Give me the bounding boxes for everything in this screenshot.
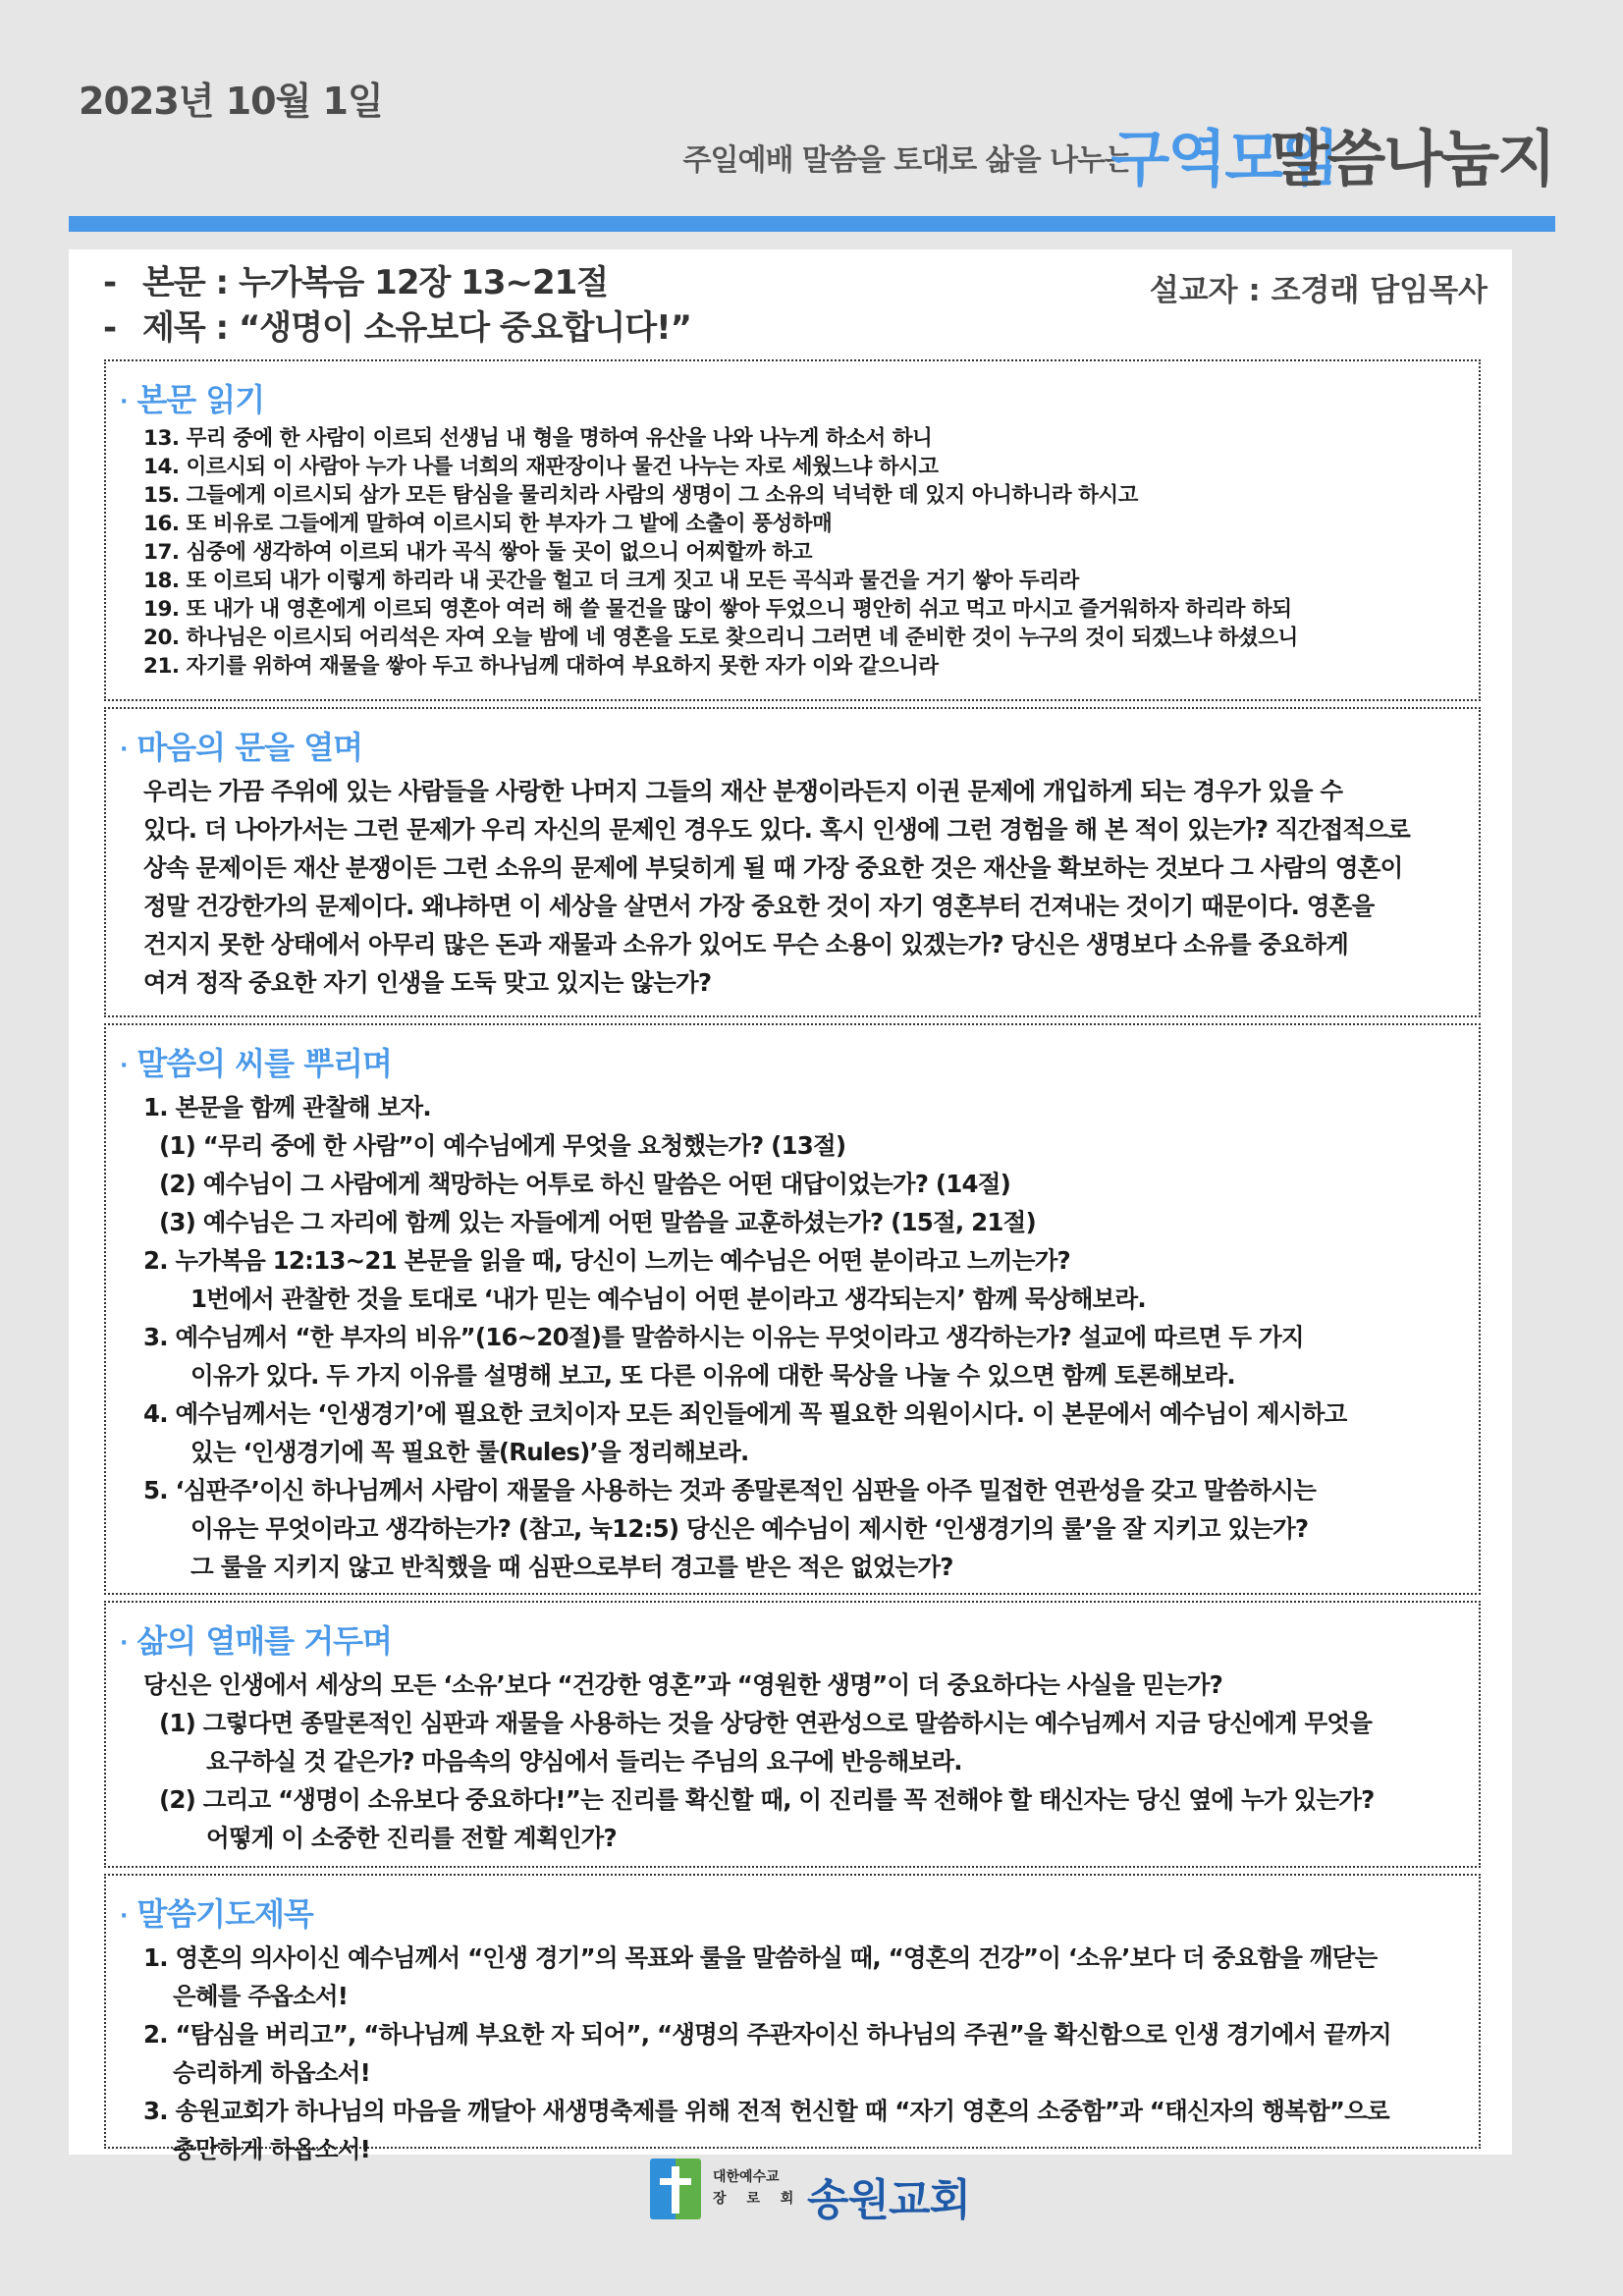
harvest-section-title: · 삶의 열매를 거두며: [120, 1622, 392, 1660]
sermon-title: 제목 : “생명이 소유보다 중요합니다!”: [142, 308, 691, 348]
verse-line: 16. 또 비유로 그들에게 말하여 이르시되 한 부자가 그 밭에 소출이 풍성하매: [143, 512, 833, 536]
verse-line: 19. 또 내가 내 영혼에게 이르되 영혼아 여러 해 쓸 물건을 많이 쌓아 두었으니 평안히 쉬고 먹고 마시고 즐거워하자 하리라 하되: [143, 597, 1292, 622]
question-line: 3. 예수님께서 “한 부자의 비유”(16~20절)를 말씀하시는 이유는 무엇이라고 생각하는가? 설교에 따르면 두 가지: [143, 1323, 1304, 1351]
question-line: (2) 예수님이 그 사람에게 책망하는 어투로 하신 말씀은 어떤 대답이었는가? (14절): [159, 1170, 1011, 1198]
header-subtitle: 주일예배 말씀을 토대로 삶을 나누는: [682, 143, 1132, 178]
question-line: 그 룰을 지키지 않고 반칙했을 때 심판으로부터 경고를 받은 적은 없었는가?: [190, 1553, 953, 1581]
church-name: 송원교회: [807, 2175, 971, 2225]
seed-section: [104, 1023, 1481, 1595]
header-title-blue: 구역모임: [1110, 123, 1338, 194]
verse-list: [120, 424, 1465, 681]
verse-line: 21. 자기를 위하여 재물을 쌓아 두고 하나님께 대하여 부요하지 못한 자가 이와 같으니라: [143, 654, 939, 679]
question-line: (3) 예수님은 그 자리에 함께 있는 자들에게 어떤 말씀을 교훈하셨는가? (15절, 21절): [159, 1208, 1036, 1236]
paragraph-line: 정말 건강한가의 문제이다. 왜냐하면 이 세상을 살면서 가장 중요한 것이 자기 영혼부터 건져내는 것이기 때문이다. 영혼을: [143, 892, 1375, 920]
question-line: 1. 본문을 함께 관찰해 보자.: [143, 1093, 431, 1121]
verse-line: 20. 하나님은 이르시되 어리석은 자여 오늘 밤에 네 영혼을 도로 찾으리니 그러면 네 준비한 것이 누구의 것이 되겠느냐 하셨으니: [143, 626, 1298, 650]
question-line: (1) “무리 중에 한 사람”이 예수님에게 무엇을 요청했는가? (13절): [159, 1131, 846, 1160]
prayer-line: 1. 영혼의 의사이신 예수님께서 “인생 경기”의 목표와 룰을 말씀하실 때, “영혼의 건강”이 ‘소유’보다 더 중요함을 깨닫는: [143, 1943, 1378, 1972]
verse-line: 13. 무리 중에 한 사람이 이르되 선생님 내 형을 명하여 유산을 나와 나누게 하소서 하니: [143, 426, 933, 451]
seed-section-title: · 말씀의 씨를 뿌리며: [120, 1045, 392, 1082]
verse-line: 17. 심중에 생각하여 이르되 내가 곡식 쌓아 둘 곳이 없으니 어찌할까 하고: [143, 540, 812, 565]
reading-section: [104, 359, 1481, 701]
question-line: 1번에서 관찰한 것을 토대로 ‘내가 믿는 예수님이 어떤 분이라고 생각되는지’ 함께 묵상해보라.: [190, 1285, 1146, 1313]
paragraph-line: 있다. 더 나아가서는 그런 문제가 우리 자신의 문제인 경우도 있다. 혹시 인생에 그런 경험을 해 본 적이 있는가? 직간접적으로: [143, 815, 1411, 844]
verse-line: 18. 또 이르되 내가 이렇게 하리라 내 곳간을 헐고 더 크게 짓고 내 모든 곡식과 물건을 거기 쌓아 두리라: [143, 569, 1079, 593]
opening-section-title: · 마음의 문을 열며: [120, 729, 363, 766]
question-line: 4. 예수님께서는 ‘인생경기’에 필요한 코치이자 모든 죄인들에게 꼭 필요한 의원이시다. 이 본문에서 예수님이 제시하고: [143, 1399, 1347, 1428]
denomination-label: 대한예수교 장 로 회: [713, 2169, 802, 2207]
cross-icon: [650, 2159, 701, 2219]
scripture-line: - 본문 : 누가복음 12장 13~21절: [103, 263, 609, 302]
paragraph-line: 우리는 가끔 주위에 있는 사람들을 사랑한 나머지 그들의 재산 분쟁이라든지 이권 문제에 개입하게 되는 경우가 있을 수: [143, 777, 1343, 805]
prayer-section-title: · 말씀기도제목: [120, 1895, 313, 1933]
reading-section-title: · 본문 읽기: [120, 381, 265, 418]
question-line: 2. 누가복음 12:13~21 본문을 읽을 때, 당신이 느끼는 예수님은 어떤 분이라고 느끼는가?: [143, 1246, 1070, 1275]
verse-line: 15. 그들에게 이르시되 삼가 모든 탐심을 물리치라 사람의 생명이 그 소유의 넉넉한 데 있지 아니하니라 하시고: [143, 483, 1138, 508]
paragraph-line: 건지지 못한 상태에서 아무리 많은 돈과 재물과 소유가 있어도 무슨 소용이 있겠는가? 당신은 생명보다 소유를 중요하게: [143, 930, 1348, 958]
question-line: 이유가 있다. 두 가지 이유를 설명해 보고, 또 다른 이유에 대한 묵상을 나눌 수 있으면 함께 토론해보라.: [190, 1361, 1235, 1390]
prayer-list: [120, 1939, 1465, 2168]
application-line: 당신은 인생에서 세상의 모든 ‘소유’보다 “건강한 영혼”과 “영원한 생명”이 더 중요하다는 사실을 믿는가?: [143, 1670, 1223, 1699]
prayer-line: 승리하게 하옵소서!: [173, 2058, 371, 2087]
sermon-title-line: - 제목 : “생명이 소유보다 중요합니다!”: [103, 308, 691, 348]
paragraph-line: 상속 문제이든 재산 분쟁이든 그런 소유의 문제에 부딪히게 될 때 가장 중요한 것은 재산을 확보하는 것보다 그 사람의 영혼이: [143, 853, 1403, 882]
prayer-line: 은혜를 주옵소서!: [173, 1982, 349, 2010]
prayer-section: [104, 1874, 1481, 2163]
question-line: 이유는 무엇이라고 생각하는가? (참고, 눅12:5) 당신은 예수님이 제시한 ‘인생경기의 룰’을 잘 지키고 있는가?: [190, 1514, 1309, 1543]
question-list: [120, 1088, 1465, 1586]
harvest-section: [104, 1601, 1481, 1868]
church-logo: [650, 2159, 984, 2227]
opening-section: [104, 707, 1481, 1017]
question-line: 5. ‘심판주’이신 하나님께서 사람이 재물을 사용하는 것과 종말론적인 심판을 아주 밀접한 연관성을 갖고 말씀하시는: [143, 1476, 1317, 1504]
question-line: 있는 ‘인생경기에 꼭 필요한 룰(Rules)’을 정리해보라.: [190, 1438, 749, 1466]
application-line: 요구하실 것 같은가? 마음속의 양심에서 들리는 주님의 요구에 반응해보라.: [206, 1747, 962, 1776]
preacher-name: 설교자 : 조경래 담임목사: [1149, 273, 1488, 308]
prayer-line: 2. “탐심을 버리고”, “하나님께 부요한 자 되어”, “생명의 주관자이신 하나님의 주권”을 확신함으로 인생 경기에서 끝까지: [143, 2020, 1391, 2049]
application-list: [120, 1666, 1465, 1857]
prayer-line: 충만하게 하옵소서!: [173, 2135, 371, 2163]
header-divider-bar: [69, 216, 1555, 232]
issue-date: 2023년 10월 1일: [79, 80, 383, 123]
header-title-gray: 말씀나눔지: [1270, 123, 1554, 194]
paragraph-line: 여겨 정작 중요한 자기 인생을 도둑 맞고 있지는 않는가?: [143, 968, 712, 997]
application-line: 어떻게 이 소중한 진리를 전할 계획인가?: [206, 1824, 617, 1852]
application-line: (1) 그렇다면 종말론적인 심판과 재물을 사용하는 것을 상당한 연관성으로 말씀하시는 예수님께서 지금 당신에게 무엇을: [159, 1709, 1373, 1737]
scripture-reference: 본문 : 누가복음 12장 13~21절: [142, 263, 609, 302]
application-line: (2) 그리고 “생명이 소유보다 중요하다!”는 진리를 확신할 때, 이 진리를 꼭 전해야 할 태신자는 당신 옆에 누가 있는가?: [159, 1785, 1375, 1814]
verse-line: 14. 이르시되 이 사람아 누가 나를 너희의 재판장이나 물건 나누는 자로 세웠느냐 하시고: [143, 455, 939, 479]
opening-paragraph: [120, 772, 1465, 1002]
content-sheet: [69, 249, 1512, 2163]
prayer-line: 3. 송원교회가 하나님의 마음을 깨달아 새생명축제를 위해 전적 헌신할 때 “자기 영혼의 소중함”과 “태신자의 행복함”으로: [143, 2097, 1389, 2125]
